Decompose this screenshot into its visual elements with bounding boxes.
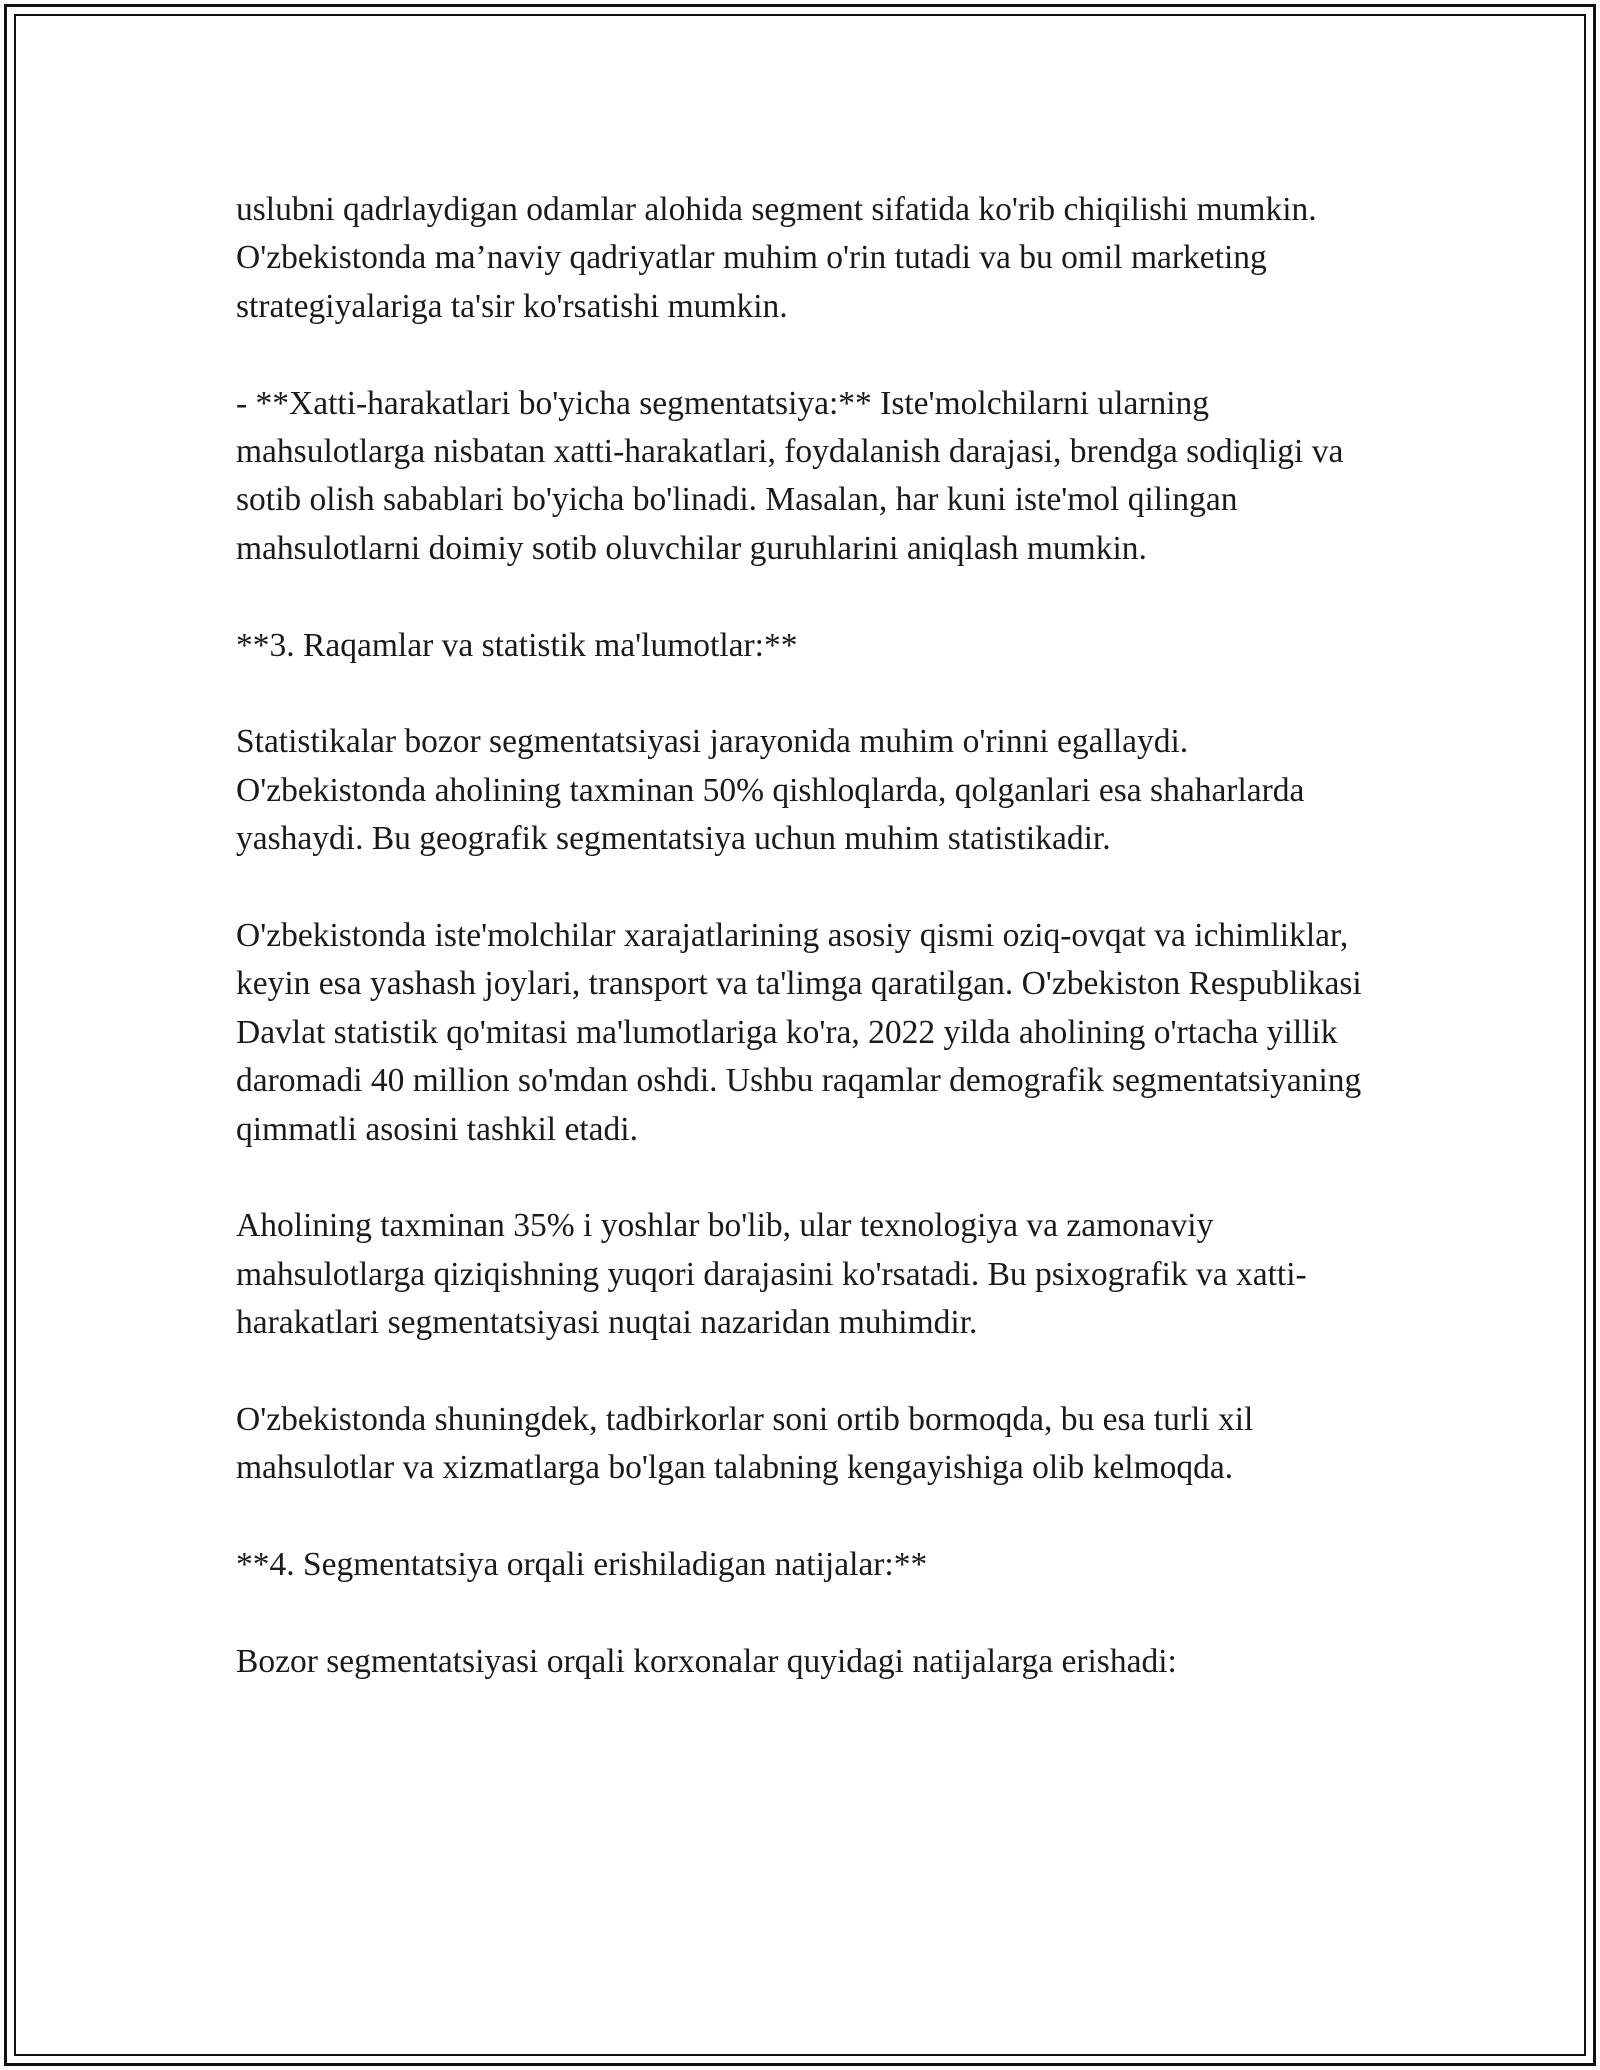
paragraph-statistics-youth: Aholining taxminan 35% i yoshlar bo'lib, ular texnologiya va zamonaviy mahsulotlarga qiziqishning yuqori darajasini ko'rsatadi. Bu psixografik va xatti-harakatlari segmentatsiyasi nuqtai nazaridan muhimdir. <box>236 1207 1307 1342</box>
paragraph-psychographic-continuation: uslubni qadrlaydigan odamlar alohida segment sifatida ko'rib chiqilishi mumkin. O'zbekistonda ma’naviy qadriyatlar muhim o'rin tutadi va bu omil marketing strategiyalariga ta'sir ko'rsatishi mumkin. <box>236 191 1317 325</box>
paragraph-statistics-entrepreneurs: O'zbekistonda shuningdek, tadbirkorlar soni ortib bormoqda, bu esa turli xil mahsulotlar va xizmatlarga bo'lgan talabning kengayishiga olib kelmoqda. <box>236 1401 1254 1487</box>
section-heading-results: **4. Segmentatsiya orqali erishiladigan natijalar:** <box>236 1546 928 1584</box>
paragraph-statistics-expenses: O'zbekistonda iste'molchilar xarajatlarining asosiy qismi oziq-ovqat va ichimliklar, keyin esa yashash joylari, transport va ta'limga qaratilgan. O'zbekiston Respublikasi Davlat statistik qo'mitasi ma'lumotlariga ko'ra, 2022 yilda aholining o'rtacha yillik daromadi 40 million so'mdan oshdi. Ushbu raqamlar demografik segmentatsiyaning qimmatli asosini tashkil etadi. <box>236 917 1362 1148</box>
section-heading-statistics: **3. Raqamlar va statistik ma'lumotlar:** <box>236 626 798 664</box>
paragraph-behavioral-segmentation: - **Xatti-harakatlari bo'yicha segmentatsiya:** Iste'molchilarni ularning mahsulotlarga nisbatan xatti-harakatlari, foydalanish darajasi, brendga sodiqligi va sotib olish sabablari bo'yicha bo'linadi. Masalan, har kuni iste'mol qilingan mahsulotlarni doimiy sotib oluvchilar guruhlarini aniqlash mumkin. <box>236 384 1344 567</box>
paragraph-statistics-geographic: Statistikalar bozor segmentatsiyasi jarayonida muhim o'rinni egallaydi. O'zbekistonda aholining taxminan 50% qishloqlarda, qolganlari esa shaharlarda yashaydi. Bu geografik segmentatsiya uchun muhim statistikadir. <box>236 723 1305 858</box>
paragraph-results-intro: Bozor segmentatsiyasi orqali korxonalar quyidagi natijalarga erishadi: <box>236 1643 1177 1681</box>
document-body <box>236 186 1366 1735</box>
